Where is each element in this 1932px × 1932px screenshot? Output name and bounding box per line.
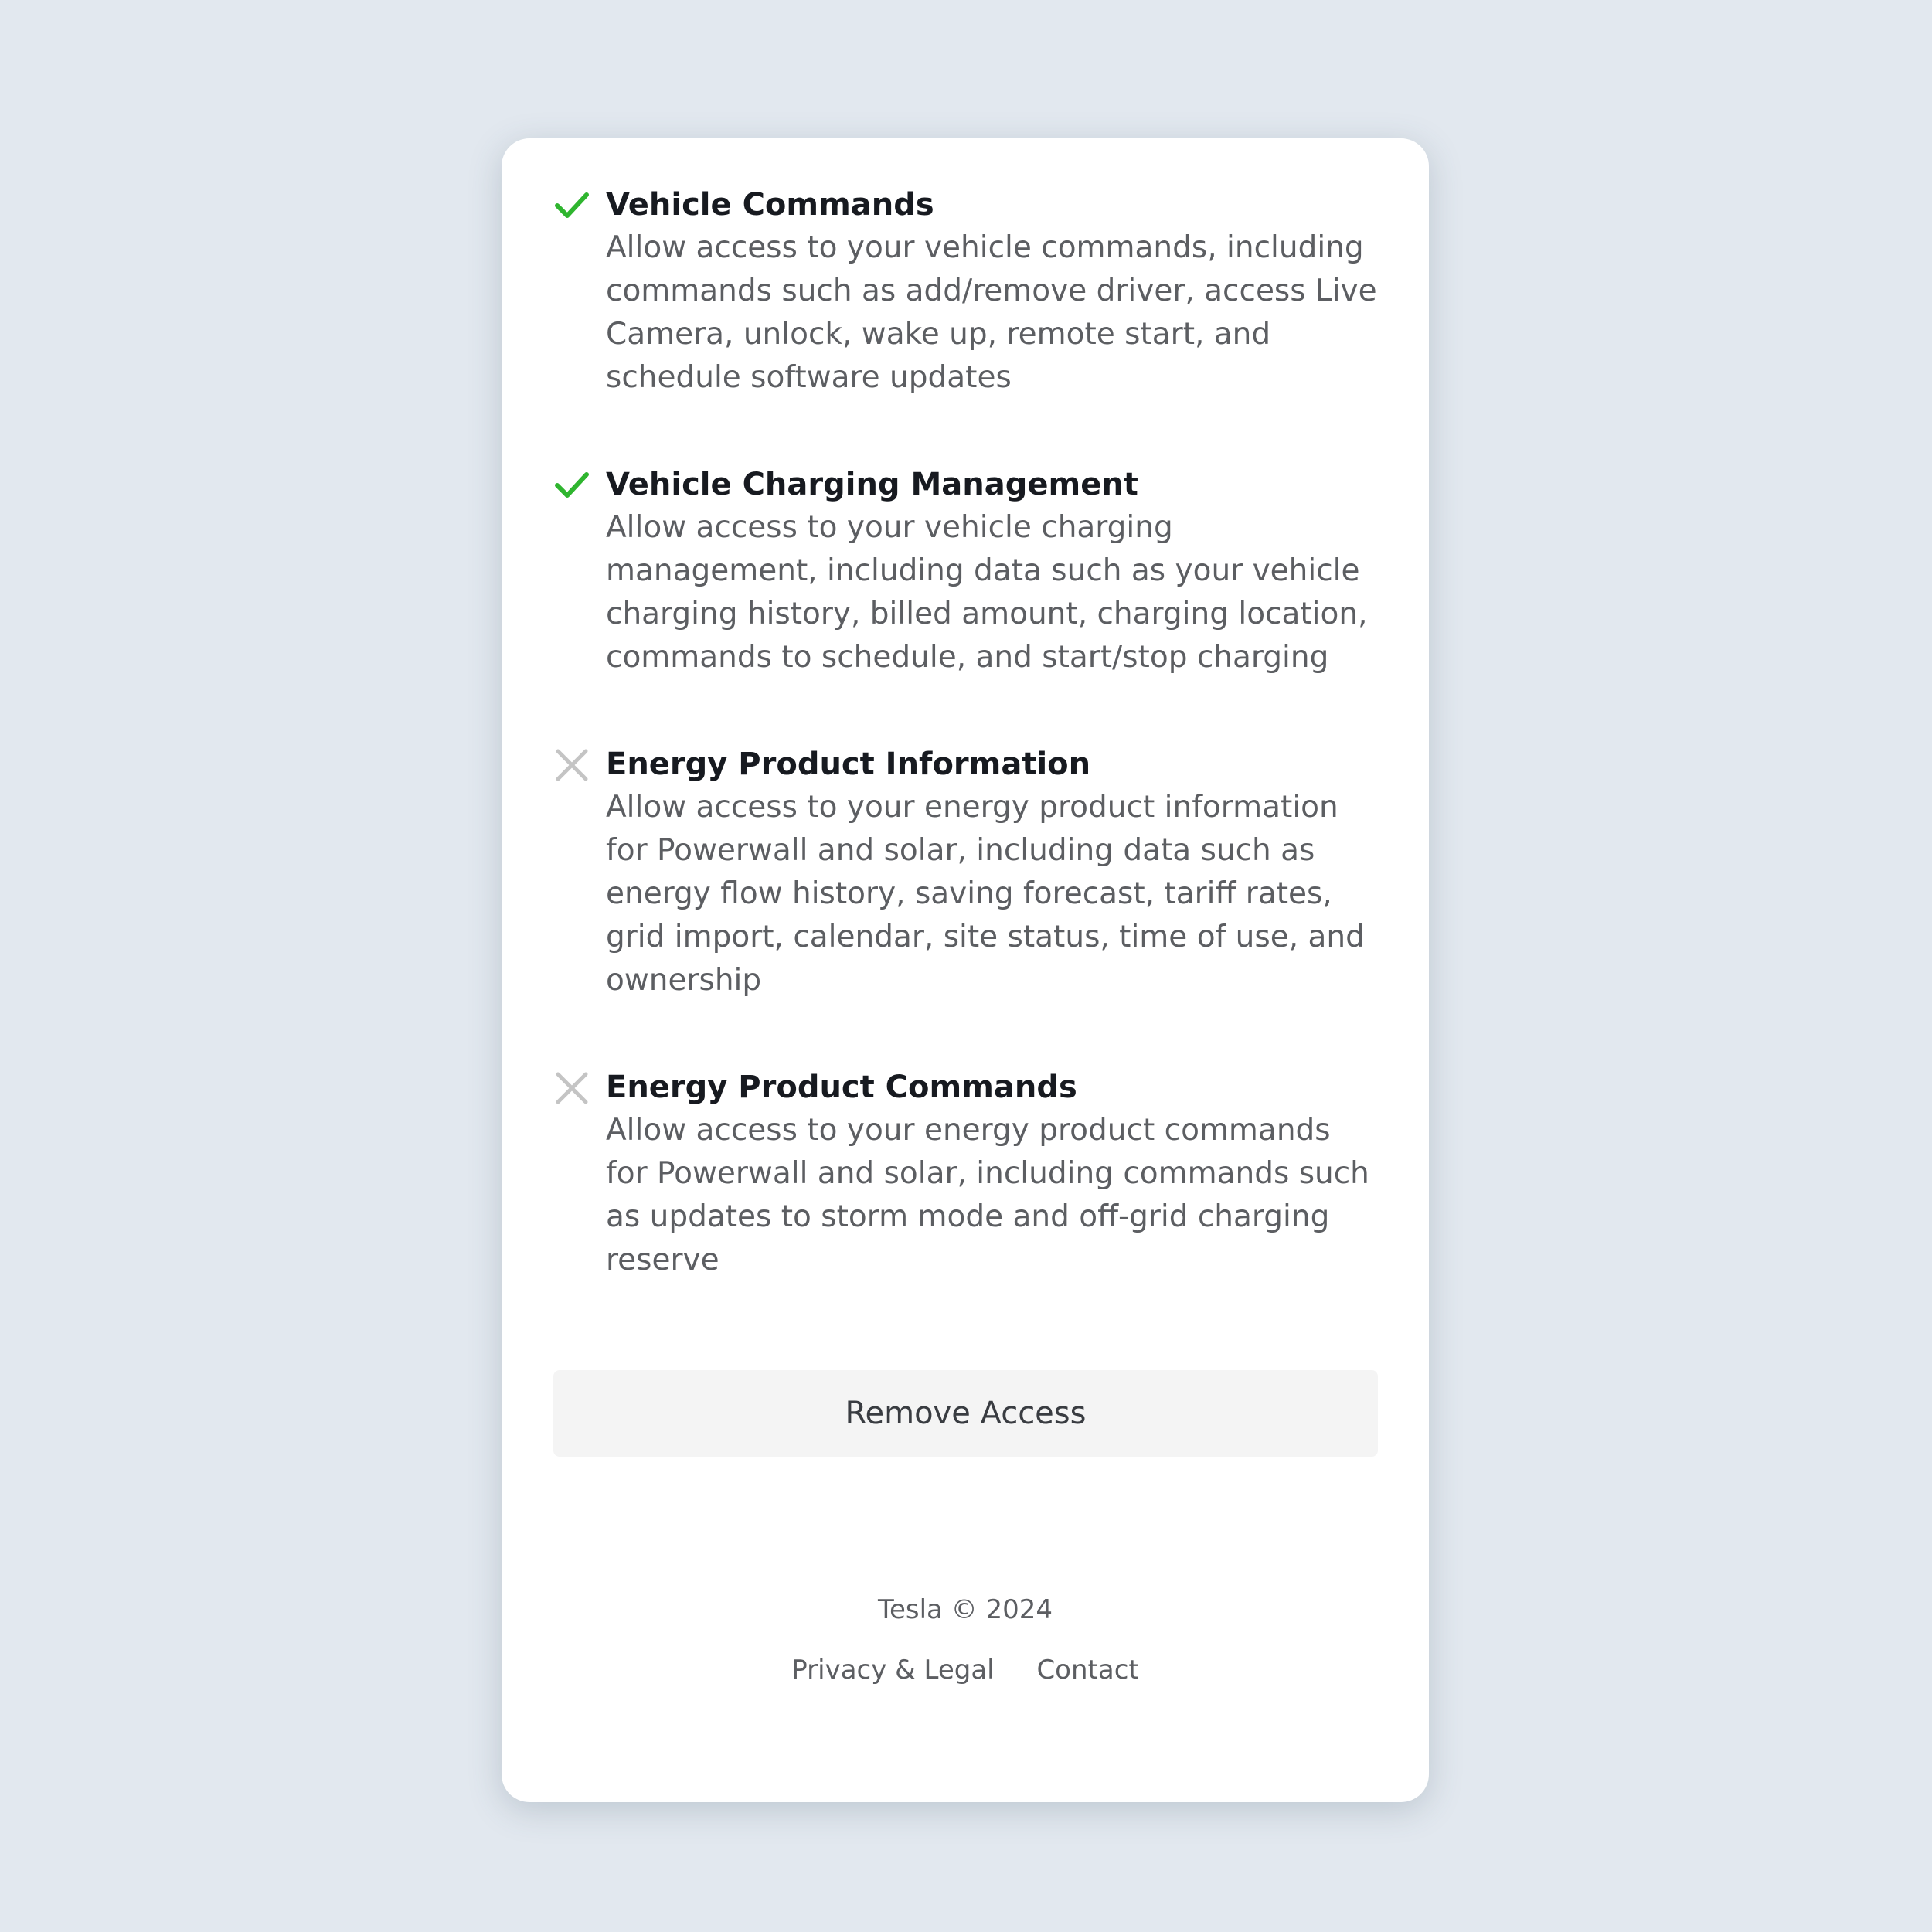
permission-title: Vehicle Charging Management [606,467,1138,502]
permission-item-energy-product-information [553,743,1377,1002]
cross-icon [553,747,590,784]
privacy-legal-link[interactable]: Privacy & Legal [791,1655,995,1685]
permission-item-vehicle-commands [553,183,1377,400]
permission-description: Allow access to your vehicle commands, including commands such as add/remove driver, access Live Camera, unlock, wake up, remote start, and schedule software updates [606,230,1377,395]
remove-access-button[interactable]: Remove Access [553,1370,1378,1457]
permission-title: Vehicle Commands [606,187,934,223]
cross-icon [553,1070,590,1107]
check-icon [553,467,590,504]
permission-description: Allow access to your vehicle charging management, including data such as your vehicle charging history, billed amount, charging location, commands to schedule, and start/stop charging [606,510,1368,675]
permissions-card [502,138,1429,1802]
contact-link[interactable]: Contact [1036,1655,1139,1685]
permission-description: Allow access to your energy product commands for Powerwall and solar, including commands such as updates to storm mode and off-grid charging reserve [606,1113,1369,1277]
footer-links [553,1653,1377,1687]
copyright-text: Tesla © 2024 [877,1594,1053,1625]
footer [553,1593,1377,1687]
permission-title: Energy Product Commands [606,1070,1077,1105]
permission-description: Allow access to your energy product information for Powerwall and solar, including data such as energy flow history, saving forecast, tariff rates, grid import, calendar, site status, time of use, and ownership [606,790,1365,998]
check-icon [553,187,590,224]
permission-title: Energy Product Information [606,747,1091,782]
permission-item-vehicle-charging-management [553,463,1377,679]
permission-item-energy-product-commands [553,1066,1377,1282]
